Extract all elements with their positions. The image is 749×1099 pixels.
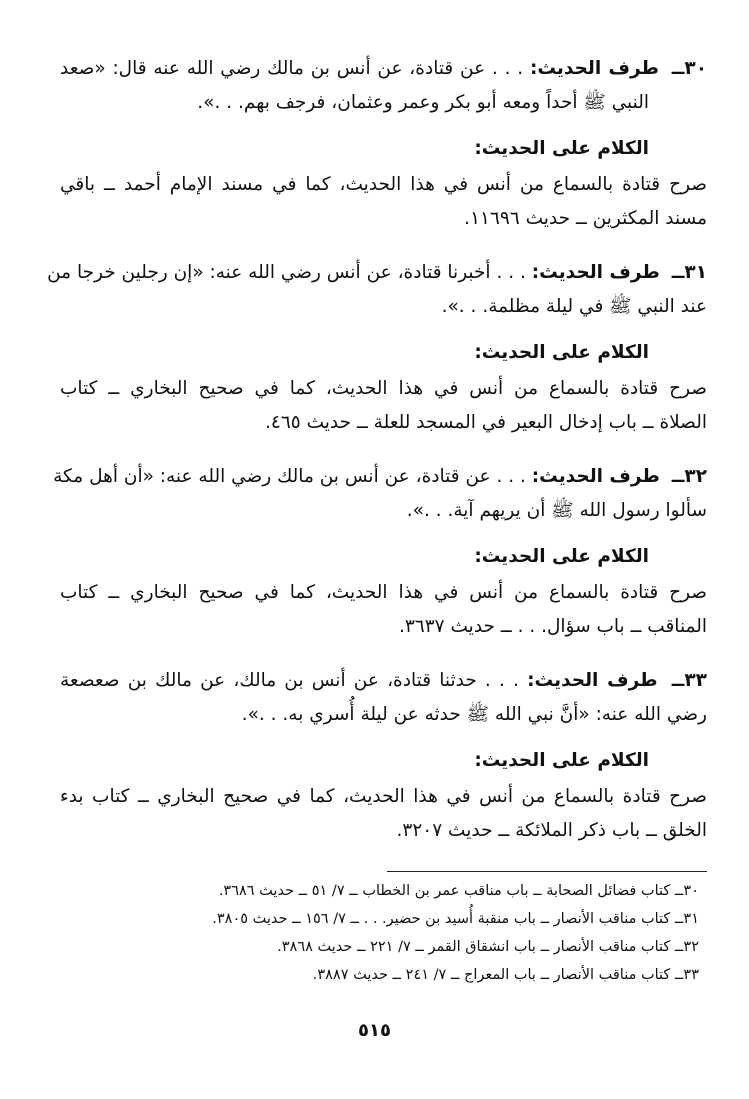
entry-number: ٣٣ــ <box>671 670 707 691</box>
entry-label: طرف الحديث: <box>531 466 660 487</box>
discussion-line-1: صرح قتادة بالسماع من أنس في هذا الحديث، كما في مسند الإمام أحمد ــ باقي <box>60 174 707 195</box>
discussion-line-2: الخلق ــ باب ذكر الملائكة ــ حديث ٣٢٠٧. <box>396 820 707 841</box>
footnote-32: ٣٢ــ كتاب مناقب الأنصار ــ باب انشقاق القمر ــ ٧/ ٢٢١ ــ حديث ٣٨٦٨. <box>277 939 699 955</box>
discussion-line-2: الصلاة ــ باب إدخال البعير في المسجد للعلة ــ حديث ٤٦٥. <box>265 412 707 433</box>
entry-line-1 <box>53 460 707 494</box>
discussion-line-2: المناقب ــ باب سؤال. . . ــ حديث ٣٦٣٧. <box>398 616 707 637</box>
entry-label: طرف الحديث: <box>531 262 660 283</box>
discussion-line-1: صرح قتادة بالسماع من أنس في هذا الحديث، كما في صحيح البخاري ــ كتاب بدء <box>60 786 707 807</box>
footnote-separator <box>387 871 707 872</box>
discussion-heading: الكلام على الحديث: <box>474 546 649 567</box>
entry-line-1 <box>47 256 707 290</box>
discussion-heading: الكلام على الحديث: <box>474 750 649 771</box>
entry-text: . . . حدثنا قتادة، عن أنس بن مالك، عن مالك بن صعصعة <box>60 670 519 691</box>
entry-line-2: عند النبي ﷺ في ليلة مظلمة. . .». <box>441 296 707 317</box>
entry-line-2: سألوا رسول الله ﷺ أن يريهم آية. . .». <box>406 500 707 521</box>
discussion-heading: الكلام على الحديث: <box>474 138 649 159</box>
entry-number: ٣١ــ <box>671 262 707 283</box>
entry-label: طرف الحديث: <box>527 670 658 691</box>
discussion-heading: الكلام على الحديث: <box>474 342 649 363</box>
entry-line-2: رضي الله عنه: «أنَّ نبي الله ﷺ حدثه عن ليلة أُسري به. . .». <box>241 704 707 725</box>
entry-line-1 <box>60 664 707 698</box>
footnote-30: ٣٠ــ كتاب فضائل الصحابة ــ باب مناقب عمر بن الخطاب ــ ٧/ ٥١ ــ حديث ٣٦٨٦. <box>218 883 699 899</box>
discussion-line-1: صرح قتادة بالسماع من أنس في هذا الحديث، كما في صحيح البخاري ــ كتاب <box>60 378 707 399</box>
entry-number: ٣٢ــ <box>671 466 707 487</box>
footnote-33: ٣٣ــ كتاب مناقب الأنصار ــ باب المعراج ــ ٧/ ٢٤١ ــ حديث ٣٨٨٧. <box>312 967 699 983</box>
entry-line-1 <box>60 52 707 86</box>
footnote-31: ٣١ــ كتاب مناقب الأنصار ــ باب منقبة أُسيد بن حضير. . . ــ ٧/ ١٥٦ ــ حديث ٣٨٠٥. <box>212 911 699 927</box>
discussion-line-2: مسند المكثرين ــ حديث ١١٦٩٦. <box>464 208 707 229</box>
discussion-line-1: صرح قتادة بالسماع من أنس في هذا الحديث، كما في صحيح البخاري ــ كتاب <box>60 582 707 603</box>
entry-text: . . . عن قتادة، عن أنس بن مالك رضي الله عنه: «أن أهل مكة <box>53 466 526 487</box>
entry-line-2: النبي ﷺ أحداً ومعه أبو بكر وعمر وعثمان، فرجف بهم. . .». <box>197 92 649 113</box>
entry-text: . . . أخبرنا قتادة، عن أنس رضي الله عنه: «إن رجلين خرجا من <box>47 262 526 283</box>
entry-text: . . . عن قتادة، عن أنس بن مالك رضي الله عنه قال: «صعد <box>60 58 524 79</box>
entry-number: ٣٠ــ <box>671 58 708 79</box>
entry-label: طرف الحديث: <box>529 58 659 79</box>
page-number: ٥١٥ <box>358 1020 391 1041</box>
